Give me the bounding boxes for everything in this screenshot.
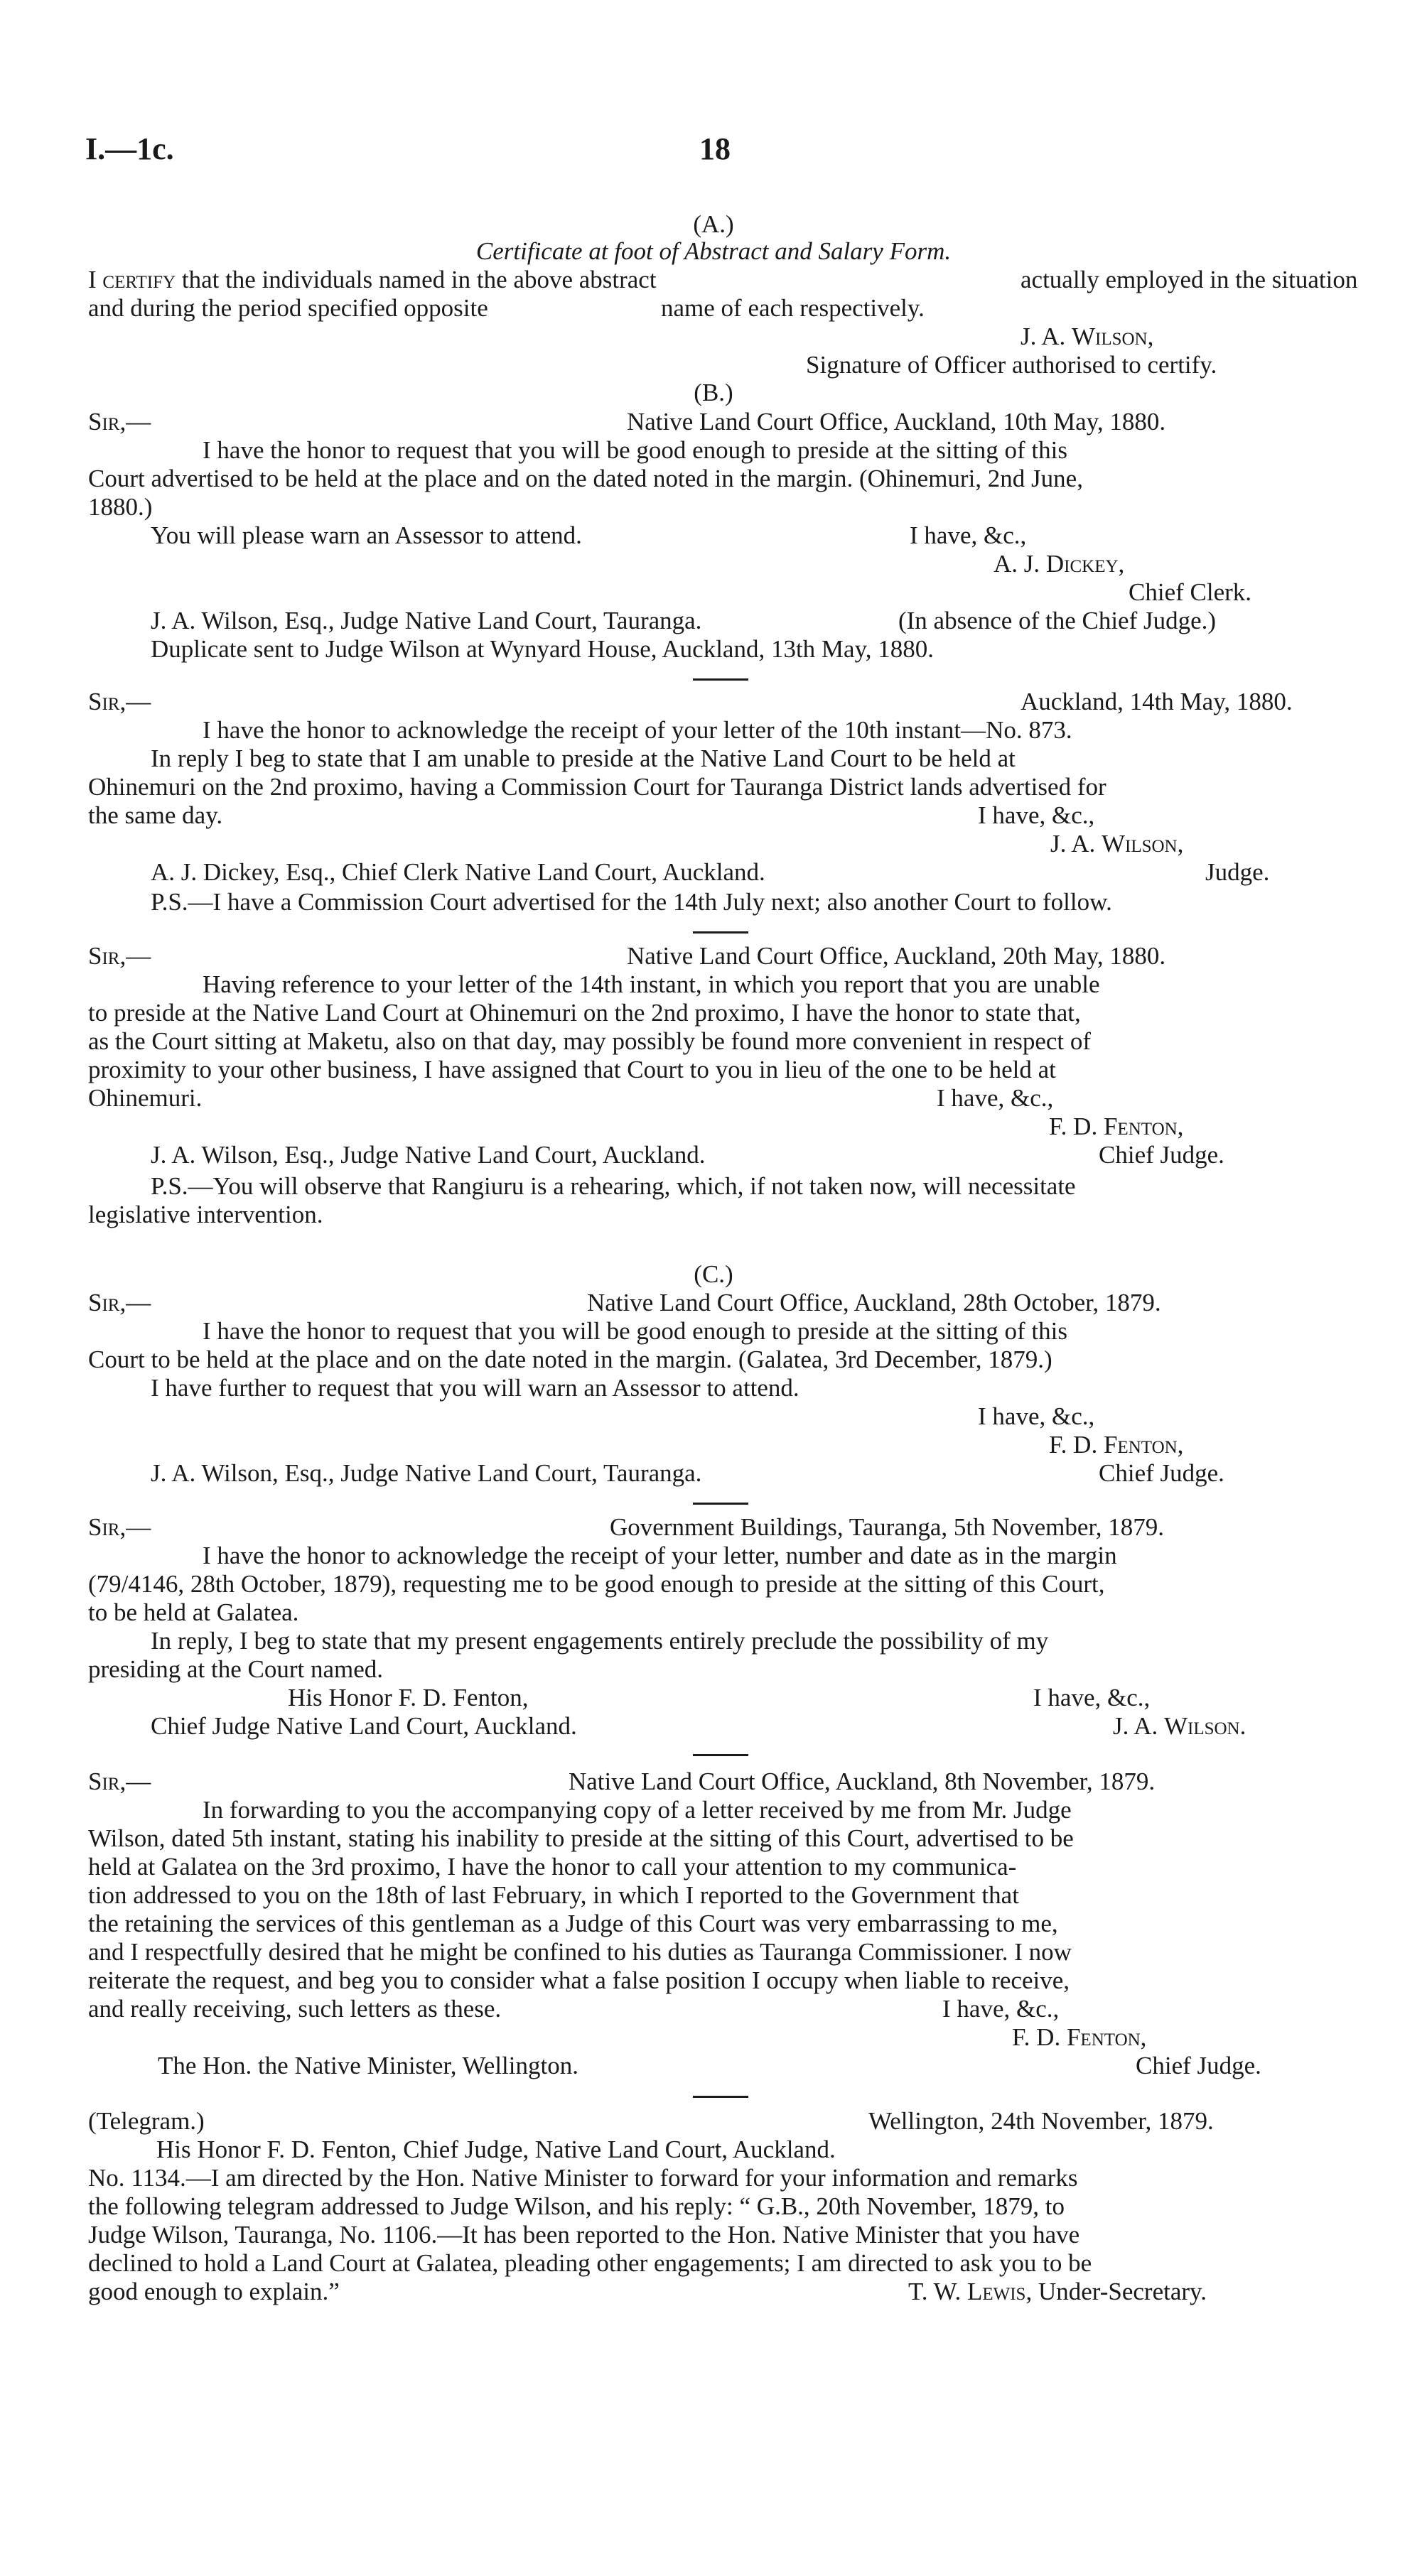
section-b-label: (B.) <box>694 379 733 406</box>
certificate-title: Certificate at foot of Abstract and Salary Form. <box>475 237 952 265</box>
letter-body: the same day. <box>88 801 223 829</box>
divider <box>693 931 748 933</box>
signature-title: Judge. <box>1205 858 1270 886</box>
salutation: Sir,— <box>88 688 151 715</box>
report-reference: I.—1c. <box>85 131 174 166</box>
signature-title: Chief Judge. <box>1099 1459 1224 1487</box>
salutation: Sir,— <box>88 1513 151 1541</box>
letter-closing: I have, &c., <box>978 801 1095 829</box>
letter-signature: J. A. Wilson. <box>1113 1712 1246 1740</box>
letter-body: held at Galatea on the 3rd proximo, I have the honor to call your attention to my communica- <box>88 1853 1017 1880</box>
letter-body: Ohinemuri on the 2nd proximo, having a Commission Court for Tauranga District lands advertised for <box>88 773 1106 801</box>
letter-body: I have the honor to request that you will be good enough to preside at the sitting of this <box>203 1317 1067 1345</box>
letter-body: as the Court sitting at Maketu, also on that day, may possibly be found more convenient in respect of <box>88 1027 1092 1055</box>
divider <box>693 1754 748 1756</box>
certificate-line-2-end: name of each respectively. <box>661 294 925 322</box>
letter-body: and I respectfully desired that he might be confined to his duties as Tauranga Commissioner. I now <box>88 1938 1072 1966</box>
letter-body: to preside at the Native Land Court at Ohinemuri on the 2nd proximo, I have the honor to state that, <box>88 999 1081 1027</box>
letter-body: Having reference to your letter of the 14th instant, in which you report that you are unable <box>203 970 1100 998</box>
letter-closing: I have, &c., <box>1033 1684 1151 1711</box>
signature-title: Chief Judge. <box>1136 2052 1261 2079</box>
letter-body: proximity to your other business, I have assigned that Court to you in lieu of the one to be held at <box>88 1056 1056 1083</box>
letter-signature: A. J. Dickey, <box>993 550 1125 578</box>
letter-dateline: Auckland, 14th May, 1880. <box>1021 688 1293 715</box>
letter-addressee: J. A. Wilson, Esq., Judge Native Land Court, Auckland. <box>151 1141 706 1169</box>
divider <box>693 678 748 681</box>
letter-signature: F. D. Fenton, <box>1049 1431 1184 1459</box>
letter-body: 1880.) <box>88 493 153 521</box>
certificate-line-2: and during the period specified opposite <box>88 294 488 322</box>
letter-signature: F. D. Fenton, <box>1049 1113 1184 1140</box>
telegram-body: declined to hold a Land Court at Galatea, pleading other engagements; I am directed to ask you to be <box>88 2249 1092 2277</box>
telegram-body: good enough to explain.” <box>88 2278 340 2305</box>
page-number: 18 <box>699 131 731 166</box>
letter-body: (79/4146, 28th October, 1879), requesting me to be good enough to preside at the sitting of this Court, <box>88 1570 1105 1598</box>
letter-postscript: P.S.—I have a Commission Court advertised for the 14th July next; also another Court to follow. <box>151 888 1112 916</box>
letter-addressee: A. J. Dickey, Esq., Chief Clerk Native Land Court, Auckland. <box>151 858 765 886</box>
telegram-dateline: Wellington, 24th November, 1879. <box>868 2107 1214 2135</box>
letter-body: I have the honor to acknowledge the receipt of your letter of the 10th instant—No. 873. <box>203 716 1072 744</box>
letter-closing: I have, &c., <box>910 521 1027 549</box>
letter-body: In reply, I beg to state that my present engagements entirely preclude the possibility of my <box>151 1627 1049 1655</box>
telegram-body: the following telegram addressed to Judge Wilson, and his reply: “ G.B., 20th November, 1879, to <box>88 2192 1065 2220</box>
divider <box>693 2096 748 2098</box>
letter-addressee: Chief Judge Native Land Court, Auckland. <box>151 1712 577 1740</box>
letter-body: to be held at Galatea. <box>88 1598 299 1626</box>
letter-body: Court to be held at the place and on the date noted in the margin. (Galatea, 3rd December, 1879.) <box>88 1346 1052 1373</box>
letter-body: Court advertised to be held at the place and on the dated noted in the margin. (Ohinemuri, 2nd June, <box>88 465 1083 492</box>
letter-postscript: legislative intervention. <box>88 1201 323 1228</box>
telegram-body: Judge Wilson, Tauranga, No. 1106.—It has been reported to the Hon. Native Minister that you have <box>88 2221 1080 2248</box>
letter-dateline: Native Land Court Office, Auckland, 8th November, 1879. <box>569 1768 1156 1795</box>
letter-addressee: J. A. Wilson, Esq., Judge Native Land Court, Tauranga. <box>151 1459 702 1487</box>
letter-dateline: Government Buildings, Tauranga, 5th November, 1879. <box>610 1513 1164 1541</box>
salutation: Sir,— <box>88 1768 151 1795</box>
letter-body: Wilson, dated 5th instant, stating his inability to preside at the sitting of this Court, advertised to be <box>88 1824 1074 1852</box>
letter-body: the retaining the services of this gentleman as a Judge of this Court was very embarrassing to me, <box>88 1910 1058 1937</box>
letter-duplicate-note: Duplicate sent to Judge Wilson at Wynyard House, Auckland, 13th May, 1880. <box>151 635 935 663</box>
salutation: Sir,— <box>88 1289 151 1316</box>
telegram-body: No. 1134.—I am directed by the Hon. Native Minister to forward for your information and remarks <box>88 2164 1078 2192</box>
letter-body: You will please warn an Assessor to attend. <box>151 521 582 549</box>
salutation: Sir,— <box>88 942 151 970</box>
letter-body: presiding at the Court named. <box>88 1655 384 1683</box>
signature-title: Chief Clerk. <box>1129 578 1252 606</box>
letter-note: (In absence of the Chief Judge.) <box>898 607 1217 634</box>
telegram-label: (Telegram.) <box>88 2107 205 2135</box>
letter-addressee: The Hon. the Native Minister, Wellington. <box>158 2052 578 2079</box>
letter-addressee: J. A. Wilson, Esq., Judge Native Land Court, Tauranga. <box>151 607 702 634</box>
certificate-line-1: I certify that the individuals named in the above abstract <box>88 266 657 293</box>
letter-signature: J. A. Wilson, <box>1050 830 1184 857</box>
letter-body: I have the honor to request that you will be good enough to preside at the sitting of this <box>203 436 1067 464</box>
telegram-addressee: His Honor F. D. Fenton, Chief Judge, Native Land Court, Auckland. <box>156 2136 836 2163</box>
letter-body: In forwarding to you the accompanying copy of a letter received by me from Mr. Judge <box>203 1796 1072 1824</box>
letter-signature: F. D. Fenton, <box>1012 2023 1147 2051</box>
certificate-signature-title: Signature of Officer authorised to certify. <box>806 351 1217 379</box>
telegram-signature: T. W. Lewis, Under-Secretary. <box>908 2278 1207 2305</box>
letter-body: tion addressed to you on the 18th of last February, in which I reported to the Government that <box>88 1881 1019 1909</box>
signature-title: Chief Judge. <box>1099 1141 1224 1169</box>
salutation: Sir,— <box>88 408 151 435</box>
letter-dateline: Native Land Court Office, Auckland, 20th May, 1880. <box>627 942 1166 970</box>
divider <box>693 1503 748 1505</box>
letter-closing: I have, &c., <box>942 1995 1060 2023</box>
letter-addressee: His Honor F. D. Fenton, <box>288 1684 529 1711</box>
letter-closing: I have, &c., <box>937 1084 1054 1112</box>
letter-body: and really receiving, such letters as these. <box>88 1995 502 2023</box>
section-a-label: (A.) <box>693 210 734 238</box>
letter-dateline: Native Land Court Office, Auckland, 10th May, 1880. <box>627 408 1166 435</box>
section-c-label: (C.) <box>694 1260 733 1288</box>
letter-body: reiterate the request, and beg you to consider what a false position I occupy when liable to receive, <box>88 1966 1070 1994</box>
letter-body: I have further to request that you will warn an Assessor to attend. <box>151 1374 799 1402</box>
certificate-line-1-end: actually employed in the situation <box>1021 266 1358 293</box>
letter-body: I have the honor to acknowledge the receipt of your letter, number and date as in the margin <box>203 1542 1117 1569</box>
letter-postscript: P.S.—You will observe that Rangiuru is a rehearing, which, if not taken now, will necessitate <box>151 1172 1076 1200</box>
letter-dateline: Native Land Court Office, Auckland, 28th October, 1879. <box>587 1289 1161 1316</box>
letter-body: In reply I beg to state that I am unable to preside at the Native Land Court to be held at <box>151 745 1016 772</box>
letter-closing: I have, &c., <box>978 1402 1095 1430</box>
letter-body: Ohinemuri. <box>88 1084 203 1112</box>
certificate-signature: J. A. Wilson, <box>1021 323 1154 350</box>
